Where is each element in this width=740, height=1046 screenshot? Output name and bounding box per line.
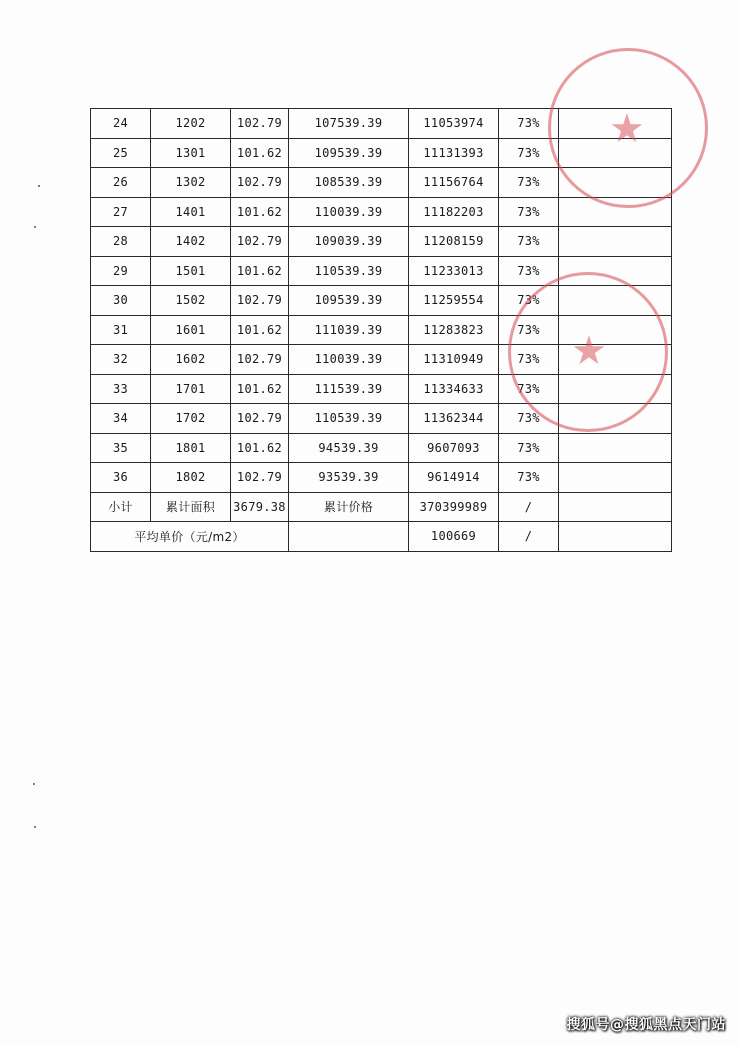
seal-star-icon: ★ (609, 106, 645, 152)
table-row (91, 345, 672, 375)
remarks-cell (559, 138, 672, 168)
total-price-cell: 11131393 (409, 138, 499, 168)
unit-price-cell: 110539.39 (289, 404, 409, 434)
watermark-text: 搜狐号@搜狐黑点天门站 (566, 1017, 726, 1033)
remarks-cell (559, 168, 672, 198)
table-row (91, 404, 672, 434)
unit-price-cell: 110039.39 (289, 345, 409, 375)
remarks-cell (559, 286, 672, 316)
row-number-cell: 28 (91, 227, 151, 257)
unit-price-cell: 94539.39 (289, 433, 409, 463)
subtotal-row (91, 492, 672, 522)
row-number-cell: 31 (91, 315, 151, 345)
subtotal-label: 小计 (91, 492, 151, 522)
total-price-cell: 11233013 (409, 256, 499, 286)
remarks-cell (559, 227, 672, 257)
room-number-cell: 1802 (151, 463, 231, 493)
room-number-cell: 1801 (151, 433, 231, 463)
scan-speck (33, 783, 35, 785)
row-number-cell: 29 (91, 256, 151, 286)
room-number-cell: 1501 (151, 256, 231, 286)
unit-price-cell: 111539.39 (289, 374, 409, 404)
row-number-cell: 36 (91, 463, 151, 493)
area-cell: 102.79 (231, 345, 289, 375)
row-number-cell: 25 (91, 138, 151, 168)
area-cell: 101.62 (231, 433, 289, 463)
cumulative-area-label: 累计面积 (151, 492, 231, 522)
table-row (91, 433, 672, 463)
remarks-cell (559, 315, 672, 345)
average-row (91, 522, 672, 552)
ratio-cell: 73% (499, 463, 559, 493)
remarks-cell (559, 522, 672, 552)
unit-price-cell: 109539.39 (289, 138, 409, 168)
room-number-cell: 1502 (151, 286, 231, 316)
table-row (91, 197, 672, 227)
area-cell: 102.79 (231, 463, 289, 493)
total-price-cell: 11259554 (409, 286, 499, 316)
area-cell: 102.79 (231, 109, 289, 139)
total-price-cell: 11310949 (409, 345, 499, 375)
ratio-cell: 73% (499, 286, 559, 316)
total-price-cell: 11182203 (409, 197, 499, 227)
average-price-label: 平均单价（元/m2） (91, 522, 289, 552)
remarks-cell (559, 404, 672, 434)
ratio-cell: 73% (499, 433, 559, 463)
room-number-cell: 1202 (151, 109, 231, 139)
unit-price-cell: 110039.39 (289, 197, 409, 227)
table-body (91, 106, 672, 552)
area-cell: 102.79 (231, 286, 289, 316)
ratio-cell: 73% (499, 256, 559, 286)
remarks-cell (559, 463, 672, 493)
ratio-cell: 73% (499, 197, 559, 227)
room-number-cell: 1602 (151, 345, 231, 375)
area-cell: 102.79 (231, 404, 289, 434)
room-number-cell: 1702 (151, 404, 231, 434)
room-number-cell: 1402 (151, 227, 231, 257)
table-row (91, 374, 672, 404)
ratio-cell: 73% (499, 109, 559, 139)
remarks-cell (559, 109, 672, 139)
unit-price-cell: 108539.39 (289, 168, 409, 198)
total-price-cell: 11334633 (409, 374, 499, 404)
ratio-cell: 73% (499, 315, 559, 345)
unit-price-cell: 109539.39 (289, 286, 409, 316)
remarks-cell (559, 374, 672, 404)
ratio-cell: 73% (499, 374, 559, 404)
unit-price-cell: 109039.39 (289, 227, 409, 257)
row-number-cell: 24 (91, 109, 151, 139)
blank-cell (289, 522, 409, 552)
row-number-cell: 34 (91, 404, 151, 434)
remarks-cell (559, 433, 672, 463)
table-row (91, 227, 672, 257)
scan-speck (34, 226, 36, 228)
average-ratio: / (499, 522, 559, 552)
average-price-value: 100669 (409, 522, 499, 552)
total-price-cell: 11156764 (409, 168, 499, 198)
area-cell: 101.62 (231, 197, 289, 227)
unit-price-cell: 110539.39 (289, 256, 409, 286)
row-number-cell: 26 (91, 168, 151, 198)
cumulative-price-label: 累计价格 (289, 492, 409, 522)
table-row (91, 109, 672, 139)
row-number-cell: 30 (91, 286, 151, 316)
table-row (91, 315, 672, 345)
cumulative-price-value: 370399989 (409, 492, 499, 522)
area-cell: 102.79 (231, 227, 289, 257)
subtotal-ratio: / (499, 492, 559, 522)
table-row (91, 463, 672, 493)
area-cell: 101.62 (231, 256, 289, 286)
ratio-cell: 73% (499, 404, 559, 434)
row-number-cell: 33 (91, 374, 151, 404)
total-price-cell: 9614914 (409, 463, 499, 493)
ratio-cell: 73% (499, 168, 559, 198)
table-row (91, 168, 672, 198)
room-number-cell: 1701 (151, 374, 231, 404)
cumulative-area-value: 3679.38 (231, 492, 289, 522)
unit-price-cell: 93539.39 (289, 463, 409, 493)
total-price-cell: 11362344 (409, 404, 499, 434)
room-number-cell: 1302 (151, 168, 231, 198)
scan-speck (34, 826, 36, 828)
unit-price-cell: 107539.39 (289, 109, 409, 139)
row-number-cell: 32 (91, 345, 151, 375)
remarks-cell (559, 197, 672, 227)
remarks-cell (559, 256, 672, 286)
area-cell: 101.62 (231, 138, 289, 168)
room-number-cell: 1601 (151, 315, 231, 345)
ratio-cell: 73% (499, 138, 559, 168)
room-number-cell: 1301 (151, 138, 231, 168)
seal-star-icon: ★ (571, 328, 607, 374)
row-number-cell: 27 (91, 197, 151, 227)
area-cell: 101.62 (231, 315, 289, 345)
ratio-cell: 73% (499, 345, 559, 375)
total-price-cell: 11053974 (409, 109, 499, 139)
area-cell: 101.62 (231, 374, 289, 404)
total-price-cell: 11283823 (409, 315, 499, 345)
ratio-cell: 73% (499, 227, 559, 257)
area-cell: 102.79 (231, 168, 289, 198)
table-row (91, 256, 672, 286)
total-price-cell: 11208159 (409, 227, 499, 257)
table-row (91, 286, 672, 316)
table-row (91, 138, 672, 168)
total-price-cell: 9607093 (409, 433, 499, 463)
remarks-cell (559, 492, 672, 522)
remarks-cell (559, 345, 672, 375)
row-number-cell: 35 (91, 433, 151, 463)
room-number-cell: 1401 (151, 197, 231, 227)
unit-price-cell: 111039.39 (289, 315, 409, 345)
price-table (90, 108, 672, 552)
scan-speck (38, 185, 40, 187)
